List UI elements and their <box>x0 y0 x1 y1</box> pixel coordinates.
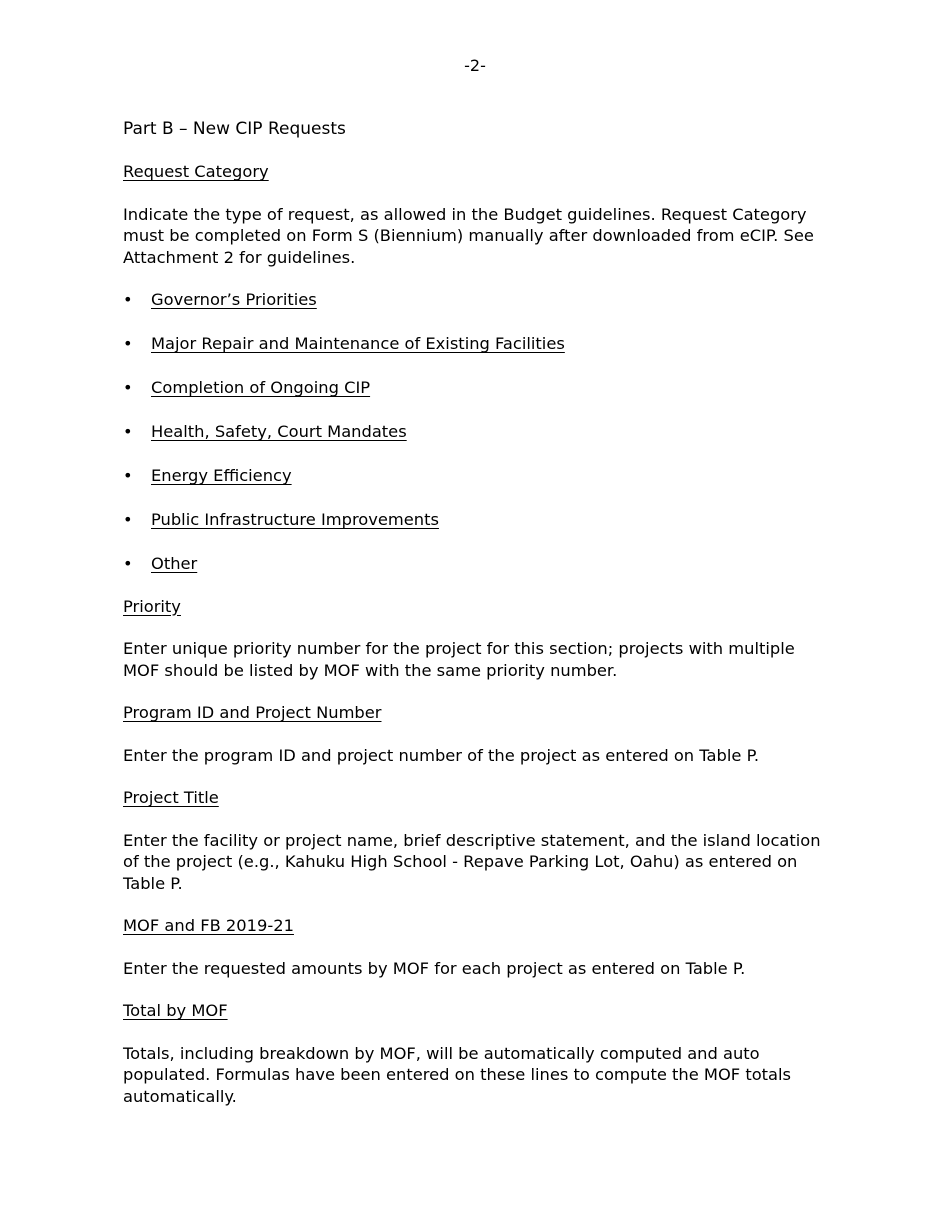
mof-fb-heading: MOF and FB 2019-21 <box>123 916 294 935</box>
category-energy-efficiency: Energy Efficiency <box>151 466 292 485</box>
request-category-list <box>123 289 823 575</box>
bullet-icon: • <box>123 554 133 573</box>
project-title-heading: Project Title <box>123 788 219 807</box>
project-title-text: Enter the facility or project name, brief descriptive statement, and the island location of the project (e.g., Kahuku High School - Repave Parking Lot, Oahu) as entered on Table P. <box>123 830 821 893</box>
mof-fb-text: Enter the requested amounts by MOF for each project as entered on Table P. <box>123 958 746 978</box>
category-other: Other <box>151 554 198 573</box>
bullet-icon: • <box>123 334 133 353</box>
list-item <box>123 509 823 531</box>
program-id-text: Enter the program ID and project number of the project as entered on Table P. <box>123 745 760 765</box>
page-number: -2- <box>464 56 486 75</box>
document-body <box>123 118 823 1128</box>
category-public-infrastructure: Public Infrastructure Improvements <box>151 510 439 529</box>
priority-text: Enter unique priority number for the project for this section; projects with multiple MOF should be listed by MOF with the same priority number. <box>123 639 795 680</box>
list-item <box>123 553 823 575</box>
priority-heading: Priority <box>123 596 181 616</box>
category-completion-ongoing: Completion of Ongoing CIP <box>151 378 371 397</box>
category-major-repair: Major Repair and Maintenance of Existing Facilities <box>151 334 565 353</box>
bullet-icon: • <box>123 466 133 485</box>
program-id-heading: Program ID and Project Number <box>123 703 382 722</box>
request-category-text: Indicate the type of request, as allowed in the Budget guidelines. Request Category must be completed on Form S (Biennium) manually after downloaded from eCIP. See Attachment 2 for guidelines. <box>123 204 814 267</box>
bullet-icon: • <box>123 378 133 397</box>
list-item <box>123 465 823 487</box>
list-item <box>123 333 823 355</box>
bullet-icon: • <box>123 422 133 441</box>
list-item <box>123 421 823 443</box>
section-title: Part B – New CIP Requests <box>123 119 346 139</box>
total-by-mof-heading: Total by MOF <box>123 1001 228 1020</box>
bullet-icon: • <box>123 290 133 309</box>
total-by-mof-text: Totals, including breakdown by MOF, will be automatically computed and auto populated. Formulas have been entered on these lines to compute the MOF totals automatically. <box>123 1043 792 1106</box>
bullet-icon: • <box>123 510 133 529</box>
list-item <box>123 289 823 311</box>
request-category-heading: Request Category <box>123 162 269 181</box>
category-health-safety: Health, Safety, Court Mandates <box>151 422 407 441</box>
category-governors-priorities: Governor’s Priorities <box>151 290 317 309</box>
list-item <box>123 377 823 399</box>
